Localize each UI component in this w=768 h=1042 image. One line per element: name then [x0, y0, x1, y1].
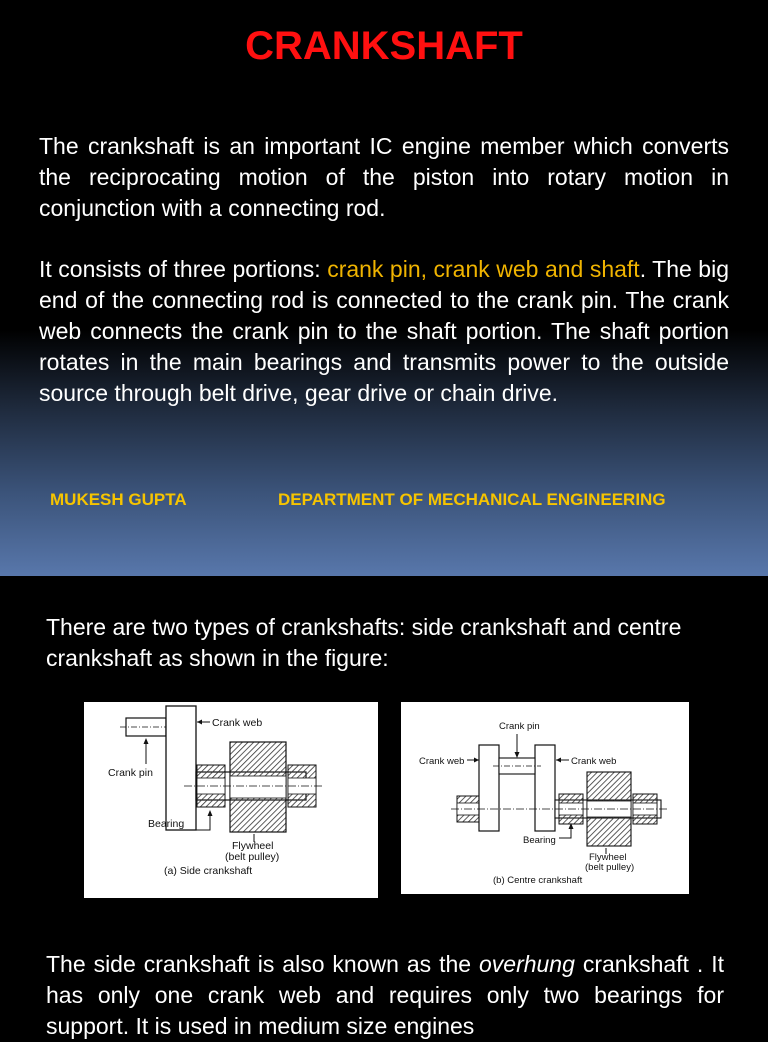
caption-centre-crankshaft: (b) Centre crankshaft	[493, 875, 583, 886]
slide-title: CRANKSHAFT	[245, 24, 523, 68]
label-belt-pulley: (belt pulley)	[585, 862, 635, 873]
label-crank-web-left: Crank web	[419, 756, 465, 767]
paragraph-definition: The crankshaft is an important IC engine member which converts the reciprocating motion of the piston into rotary motion in conjunction with a connecting rod.	[39, 133, 729, 221]
label-bearing: Bearing	[148, 818, 185, 830]
overhung-term: overhung	[478, 951, 575, 977]
label-bearing: Bearing	[523, 835, 556, 846]
centre-crankshaft-drawing	[401, 702, 689, 894]
slide-crankshaft-types	[0, 576, 768, 1039]
paragraph-types-intro: There are two types of crankshafts: side crankshaft and centre crankshaft as shown in the figure:	[46, 614, 682, 671]
side-crankshaft-drawing	[84, 702, 378, 898]
label-crank-web: Crank web	[212, 717, 263, 729]
paragraph-side-prefix: The side crankshaft is also known as the	[46, 951, 479, 977]
figure-side-crankshaft	[84, 702, 378, 898]
crank-web-shape	[166, 706, 196, 830]
paragraph-portions-prefix: It consists of three portions:	[39, 256, 328, 282]
figure-centre-crankshaft	[401, 702, 689, 894]
left-crank-web-shape	[479, 745, 499, 831]
right-crank-web-shape	[535, 745, 555, 831]
label-crank-pin: Crank pin	[499, 721, 540, 732]
label-crank-web-right: Crank web	[571, 756, 617, 767]
paragraph-side-suffix: crankshaft . It has only one crank web and requires only two bearings for support. It is used in medium size engines	[46, 951, 724, 1039]
footer-department: DEPARTMENT OF MECHANICAL ENGINEERING	[278, 490, 666, 509]
footer-author: MUKESH GUPTA	[50, 490, 187, 509]
label-belt-pulley: (belt pulley)	[225, 851, 280, 863]
portions-highlight: crank pin, crank web and shaft	[327, 256, 640, 282]
paragraph-side-crankshaft	[46, 949, 724, 1042]
label-crank-pin: Crank pin	[108, 767, 153, 779]
paragraph-portions	[39, 254, 729, 409]
label-flywheel: Flywheel	[232, 840, 274, 852]
paragraph-portions-suffix: . The big end of the connecting rod is connected to the crank pin. The crank web connects the crank pin to the shaft portion. The shaft portion rotates in the main bearings and transmits power to the outside source through belt drive, gear drive or chain drive.	[39, 256, 729, 406]
label-flywheel: Flywheel	[589, 852, 627, 863]
caption-side-crankshaft: (a) Side crankshaft	[164, 865, 253, 877]
